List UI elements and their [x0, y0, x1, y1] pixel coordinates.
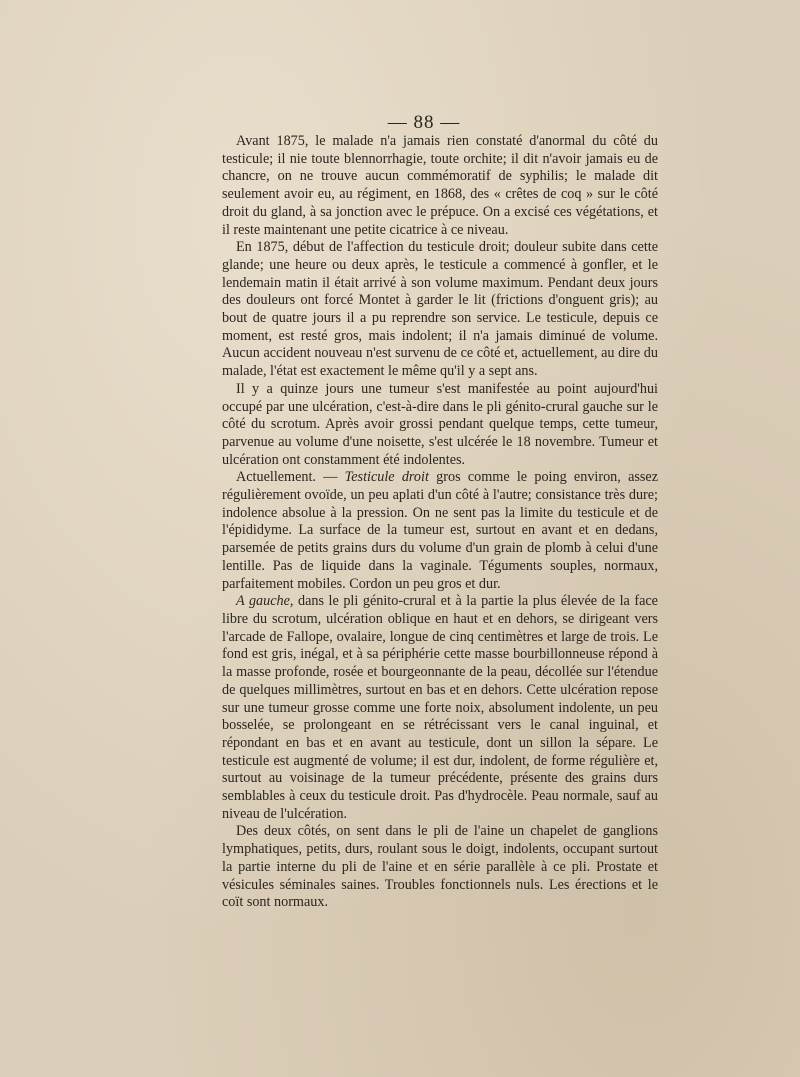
paragraph-current-state	[222, 469, 658, 593]
paragraph-history: Avant 1875, le malade n'a jamais rien constaté d'anormal du côté du testicule; il nie toute blennorrhagie, toute orchite; il dit n'avoir jamais eu de chancre, on ne trouve aucun commémoratif de syphilis; le malade dit seulement avoir eu, au régiment, en 1868, des « crêtes de coq » sur le côté droit du gland, à sa jonction avec le prépuce. On a excisé ces végétations, et il reste maintenant une petite cicatrice à ce niveau.	[222, 133, 658, 238]
page-number: — 88 —	[387, 112, 461, 133]
paragraph-onset: En 1875, début de l'affection du testicule droit; douleur subite dans cette glande; une heure ou deux après, le testicule a commencé à gonfler, et le lendemain matin il était arrivé à son volume maximum. Pendant deux jours des douleurs ont forcé Montet à garder le lit (frictions d'onguent gris); au bout de quatre jours il a pu reprendre son service. Le testicule, depuis ce moment, est resté gros, mais indolent; il n'a jamais diminué de volume. Aucun accident nouveau n'est survenu de ce côté et, actuellement, au dire du malade, l'état est exactement le même qu'il y a sept ans.	[222, 239, 658, 380]
paragraph-ganglions: Des deux côtés, on sent dans le pli de l'aine un chapelet de ganglions lymphatiques, petits, durs, roulant sous le doigt, indolents, occupant surtout la partie interne du pli de l'aine et en série parallèle à ce pli. Prostate et vésicules séminales saines. Troubles fonctionnels nuls. Les érections et le coït sont normaux.	[222, 823, 658, 911]
paragraph-lead: Actuellement. —	[236, 469, 345, 486]
paragraph-emphasis: Testicule droit	[344, 469, 429, 486]
paragraph-emphasis: A gauche,	[236, 593, 294, 610]
paragraph-left-side	[222, 593, 658, 823]
paragraph-body: gros comme le poing environ, assez régulièrement ovoïde, un peu aplati d'un côté à l'autre; consistance très dure; indolence absolue à la pression. On ne sent pas la limite du testicule et de l'épididyme. La surface de la tumeur est, surtout en avant et en dedans, parsemée de petits grains durs du volume d'un grain de plomb à celui d'une lentille. Pas de liquide dans la vaginale. Téguments souples, normaux, parfaitement mobiles. Cordon un peu gros et dur.	[222, 469, 658, 592]
paragraph-tumor: Il y a quinze jours une tumeur s'est manifestée au point aujourd'hui occupé par une ulcération, c'est-à-dire dans le pli génito-crural gauche sur le côté du scrotum. Après avoir grossi pendant quelque temps, cette tumeur, parvenue au volume d'une noisette, s'est ulcérée le 18 novembre. Tumeur et ulcération ont constamment été indolentes.	[222, 380, 658, 468]
body-text	[222, 133, 658, 912]
paragraph-body: dans le pli génito-crural et à la partie la plus élevée de la face libre du scrotum, ulcération oblique en haut et en dehors, se dirigeant vers l'arcade de Fallope, ovalaire, longue de cinq centimètres et large de trois. Le fond est gris, inégal, et à sa périphérie cette masse bourbillonneuse répond à la masse profonde, rosée et bourgeonnante de la peau, décollée sur l'étendue de quelques millimètres, surtout en bas et en dehors. Cette ulcération repose sur une tumeur grosse comme une forte noix, absolument indolente, un peu bosselée, se prolongeant en se rétrécissant vers le canal inguinal, et répondant en bas et en avant au testicule, dont un sillon la sépare. Le testicule est augmenté de volume; il est dur, indolent, de forme régulière et, surtout au voisinage de la tumeur précédente, présente des grains durs semblables à ceux du testicule droit. Pas d'hydrocèle. Peau normale, sauf au niveau de l'ulcération.	[222, 593, 658, 822]
